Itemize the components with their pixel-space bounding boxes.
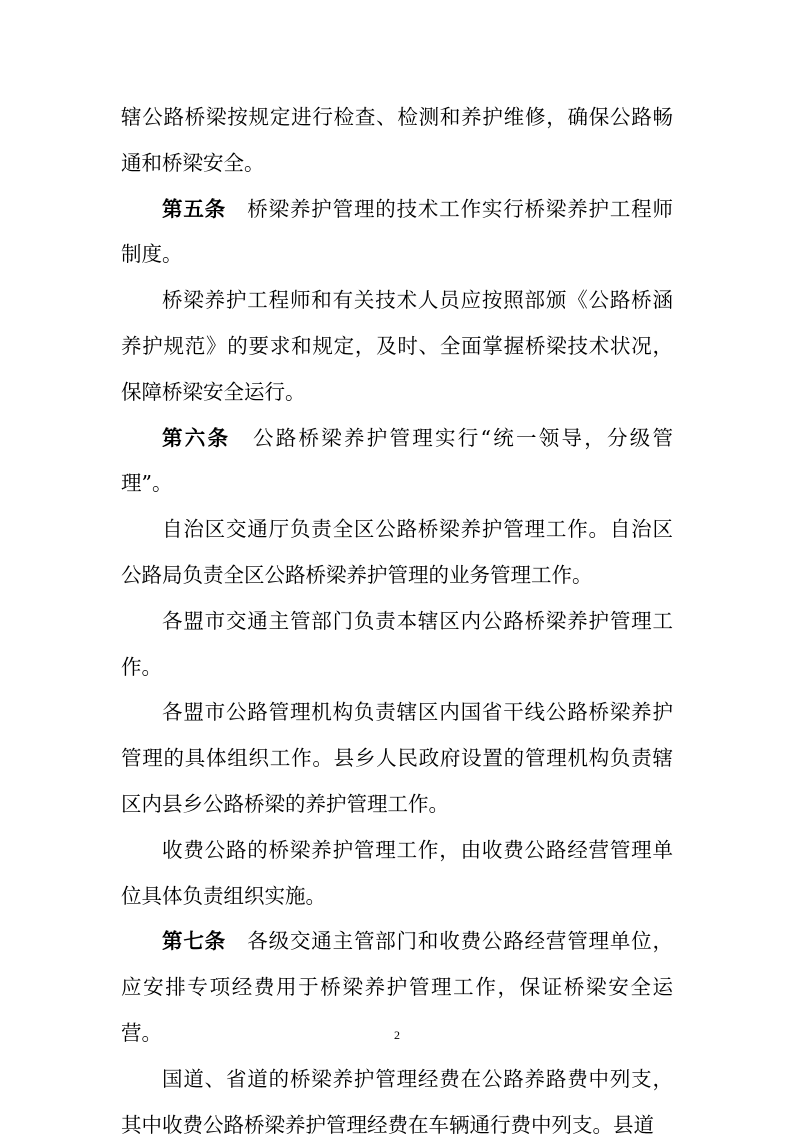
paragraph-7	[121, 690, 673, 827]
paragraph-text: 收费公路的桥梁养护管理工作，由收费公路经营管理单位具体负责组织实施。	[121, 837, 673, 908]
article-heading: 第五条	[162, 196, 226, 221]
paragraph-1	[121, 95, 673, 187]
page-number: 2	[394, 1028, 400, 1042]
paragraph-text: 各级交通主管部门和收费公路经营管理单位，应安排专项经费用于桥梁养护管理工作，保证桥梁安全运营。	[121, 929, 674, 1045]
paragraph-text: 各盟市公路管理机构负责辖区内国省干线公路桥梁养护管理的具体组织工作。县乡人民政府设置的管理机构负责辖区内县乡公路桥梁的养护管理工作。	[121, 700, 673, 816]
article-heading: 第七条	[162, 929, 226, 954]
paragraph-5	[121, 507, 673, 599]
paragraph-text: 辖公路桥梁按规定进行检查、检测和养护维修，确保公路畅通和桥梁安全。	[121, 105, 673, 175]
paragraph-4	[121, 416, 673, 508]
paragraph-10	[121, 1057, 673, 1148]
paragraph-3	[121, 278, 673, 415]
paragraph-text: 公路桥梁养护管理实行“统一领导，分级管理”。	[121, 425, 674, 496]
article-heading: 第六条	[162, 425, 231, 450]
paragraph-text: 自治区交通厅负责全区公路桥梁养护管理工作。自治区公路局负责全区公路桥梁养护管理的业务管理工作。	[121, 517, 673, 587]
paragraph-8	[121, 828, 673, 920]
body-text	[121, 95, 673, 1148]
paragraph-text: 桥梁养护工程师和有关技术人员应按照部颁《公路桥涵养护规范》的要求和规定，及时、全面掌握桥梁技术状况，保障桥梁安全运行。	[121, 288, 673, 404]
paragraph-text: 各盟市交通主管部门负责本辖区内公路桥梁养护管理工作。	[121, 608, 673, 679]
paragraph-2	[121, 187, 673, 279]
paragraph-text: 桥梁养护管理的技术工作实行桥梁养护工程师制度。	[121, 196, 674, 267]
paragraph-text: 国道、省道的桥梁养护管理经费在公路养路费中列支，其中收费公路桥梁养护管理经费在车辆通行费中列支。县道	[121, 1066, 673, 1137]
paragraph-6	[121, 599, 673, 691]
